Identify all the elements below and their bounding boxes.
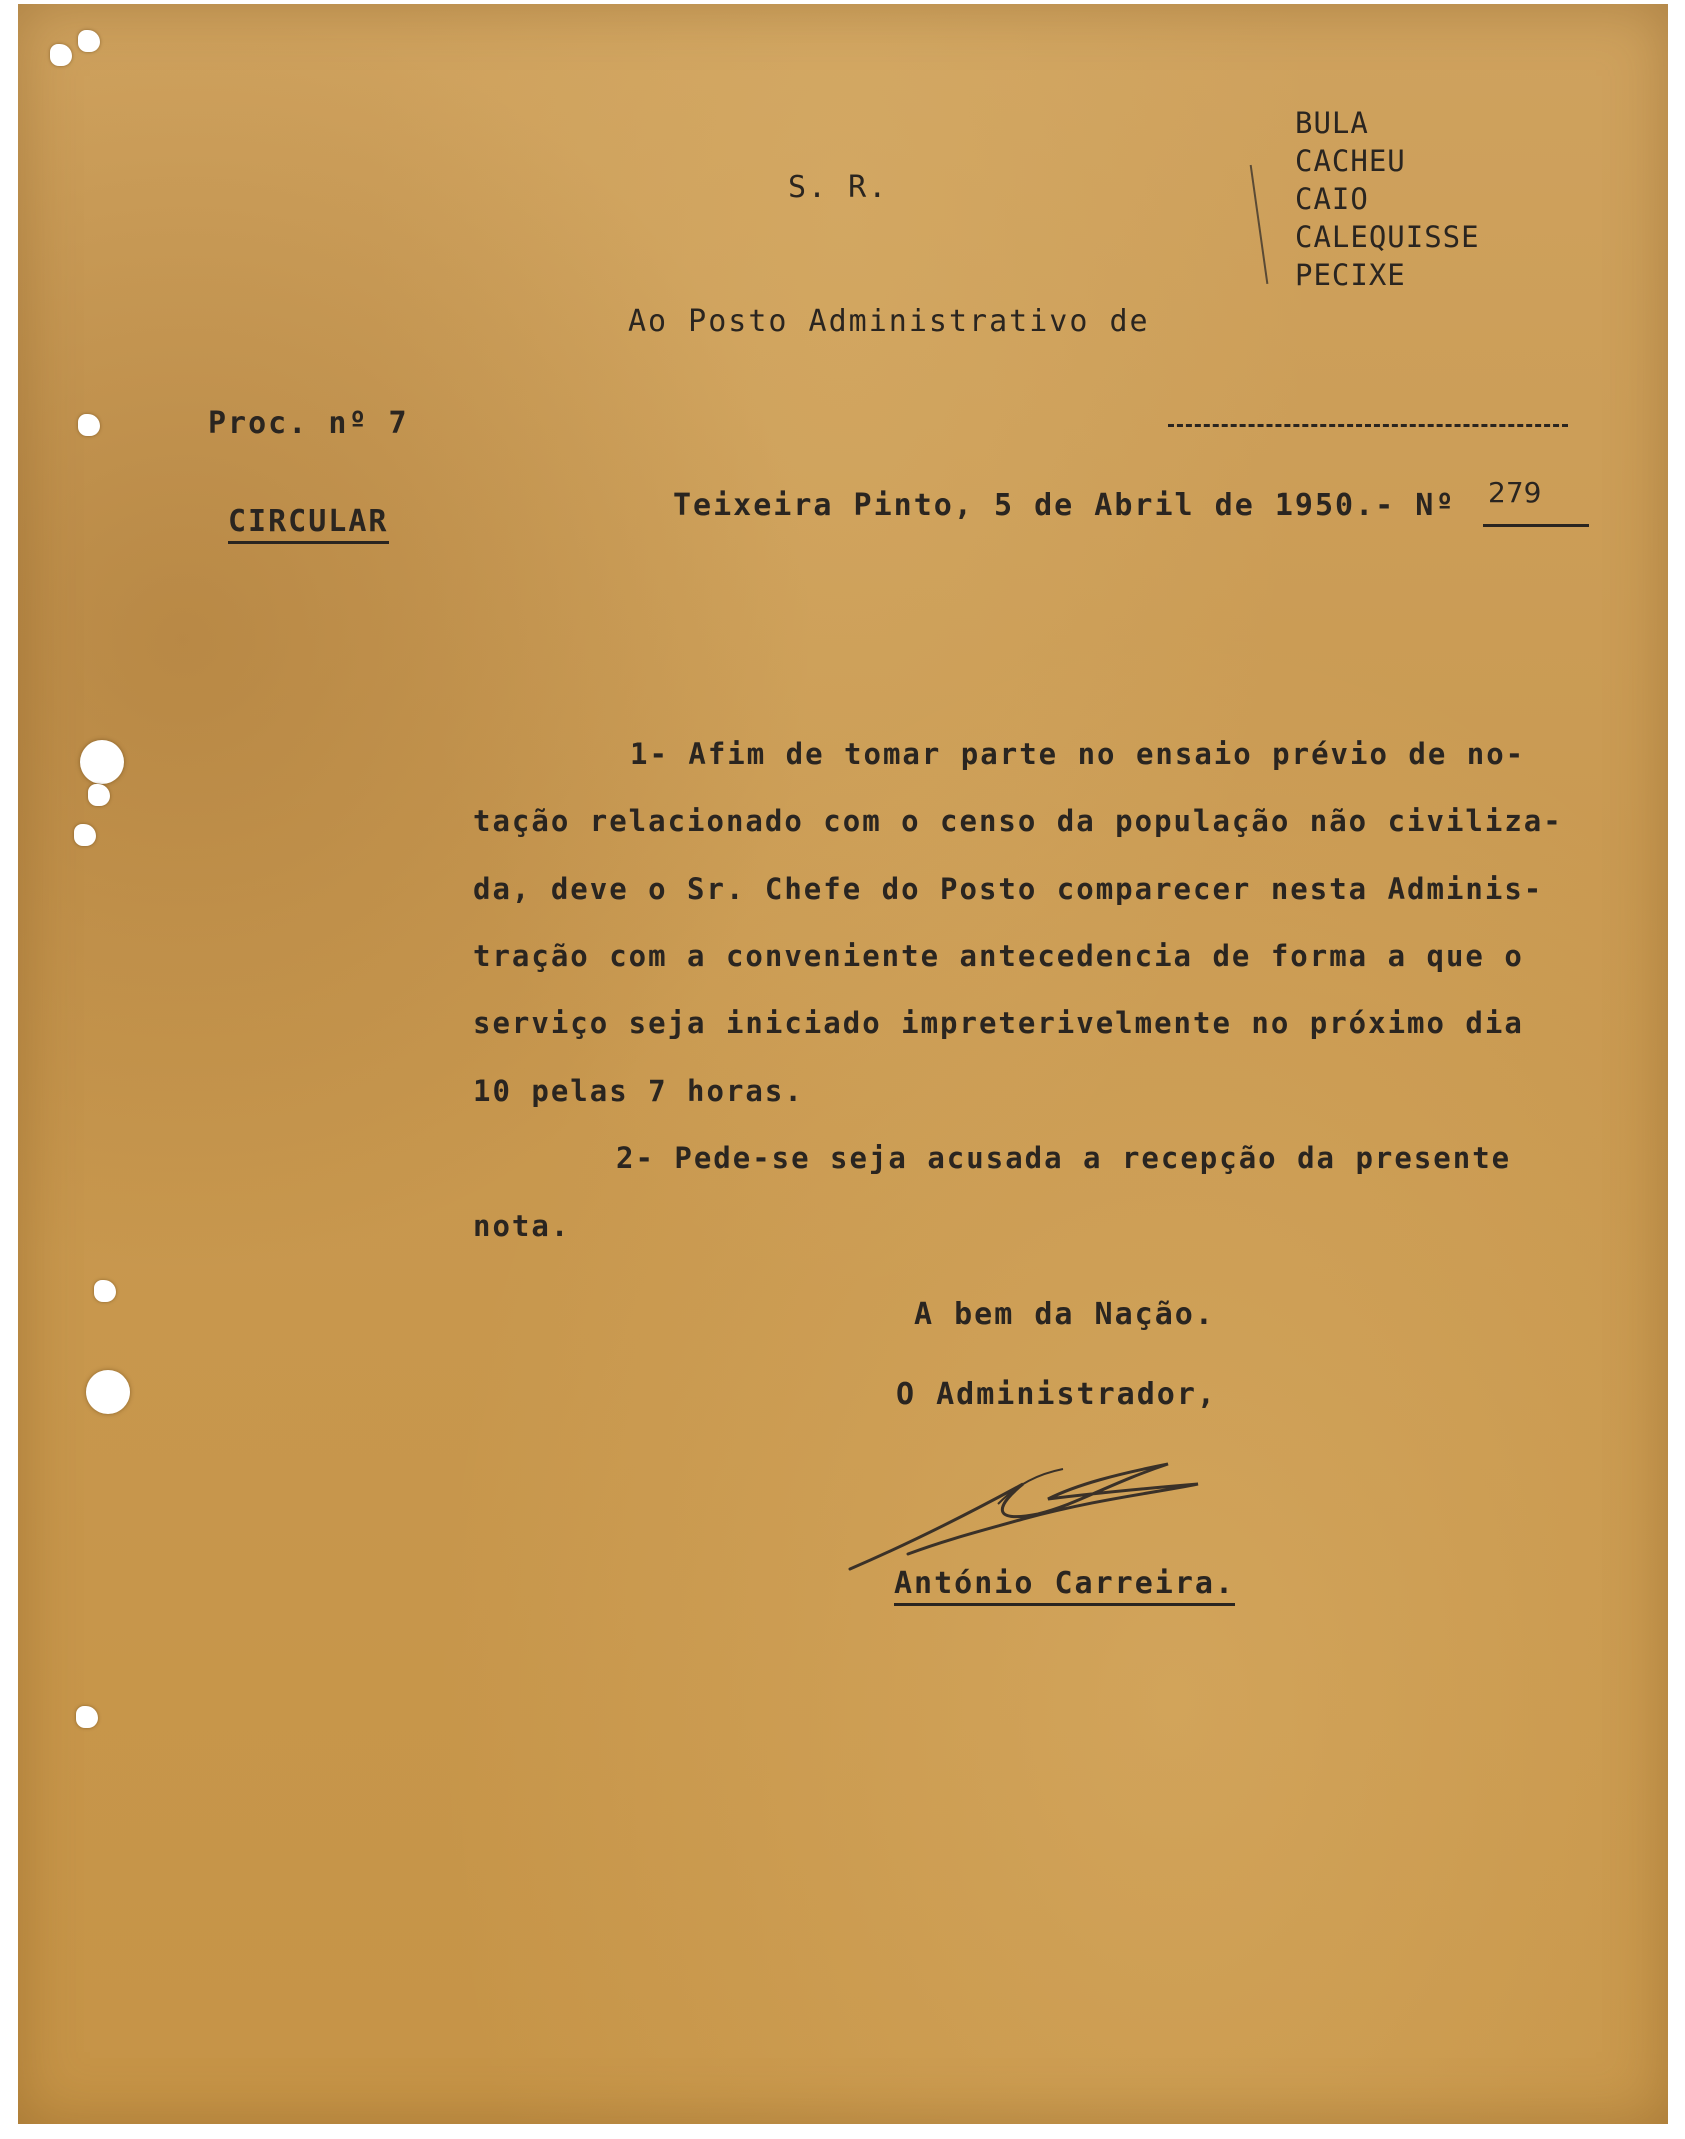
punch-hole-bottom (86, 1370, 130, 1414)
addressee-blank-line (1168, 424, 1568, 427)
body-line: serviço seja iniciado impreterivelmente no próximo dia (473, 1006, 1524, 1040)
signature-mark (848, 1444, 1208, 1574)
bracket-mark (1250, 164, 1275, 284)
paper-damage (78, 414, 100, 436)
paper-damage (78, 30, 100, 52)
places-list (1295, 104, 1480, 294)
body-line: 1- Afim de tomar parte no ensaio prévio de no- (630, 737, 1526, 771)
body-line: tação relacionado com o censo da população não civiliza- (473, 804, 1563, 838)
body-line: 10 pelas 7 horas. (473, 1074, 804, 1108)
paper-damage (50, 44, 72, 66)
place-item: CAIO (1295, 182, 1369, 216)
place-item: PECIXE (1295, 258, 1406, 292)
document-number: 279 (1488, 476, 1542, 509)
header-sr: S. R. (788, 170, 889, 205)
body-line: 2- Pede-se seja acusada a recepção da presente (616, 1141, 1512, 1175)
body-line: da, deve o Sr. Chefe do Posto comparecer nesta Adminis- (473, 872, 1544, 906)
place-item: CACHEU (1295, 144, 1406, 178)
body-line: tração com a conveniente antecedencia de forma a que o (473, 939, 1524, 973)
circular-label: CIRCULAR (228, 504, 389, 544)
paper-damage (74, 824, 96, 846)
paper-damage (88, 784, 110, 806)
number-underline (1483, 524, 1589, 527)
addressee-line: Ao Posto Administrativo de (628, 304, 1150, 339)
paper-damage (76, 1706, 98, 1728)
place-item: BULA (1295, 106, 1369, 140)
document-sheet (18, 4, 1668, 2124)
signatory-name: António Carreira. (894, 1566, 1235, 1606)
place-item: CALEQUISSE (1295, 220, 1480, 254)
paper-damage (94, 1280, 116, 1302)
closing-role: O Administrador, (896, 1377, 1217, 1412)
punch-hole-top (80, 740, 124, 784)
closing-salutation: A bem da Nação. (914, 1297, 1215, 1332)
place-date-line: Teixeira Pinto, 5 de Abril de 1950.- Nº (673, 488, 1456, 523)
body-line: nota. (473, 1209, 571, 1243)
process-number: Proc. nº 7 (208, 406, 409, 441)
